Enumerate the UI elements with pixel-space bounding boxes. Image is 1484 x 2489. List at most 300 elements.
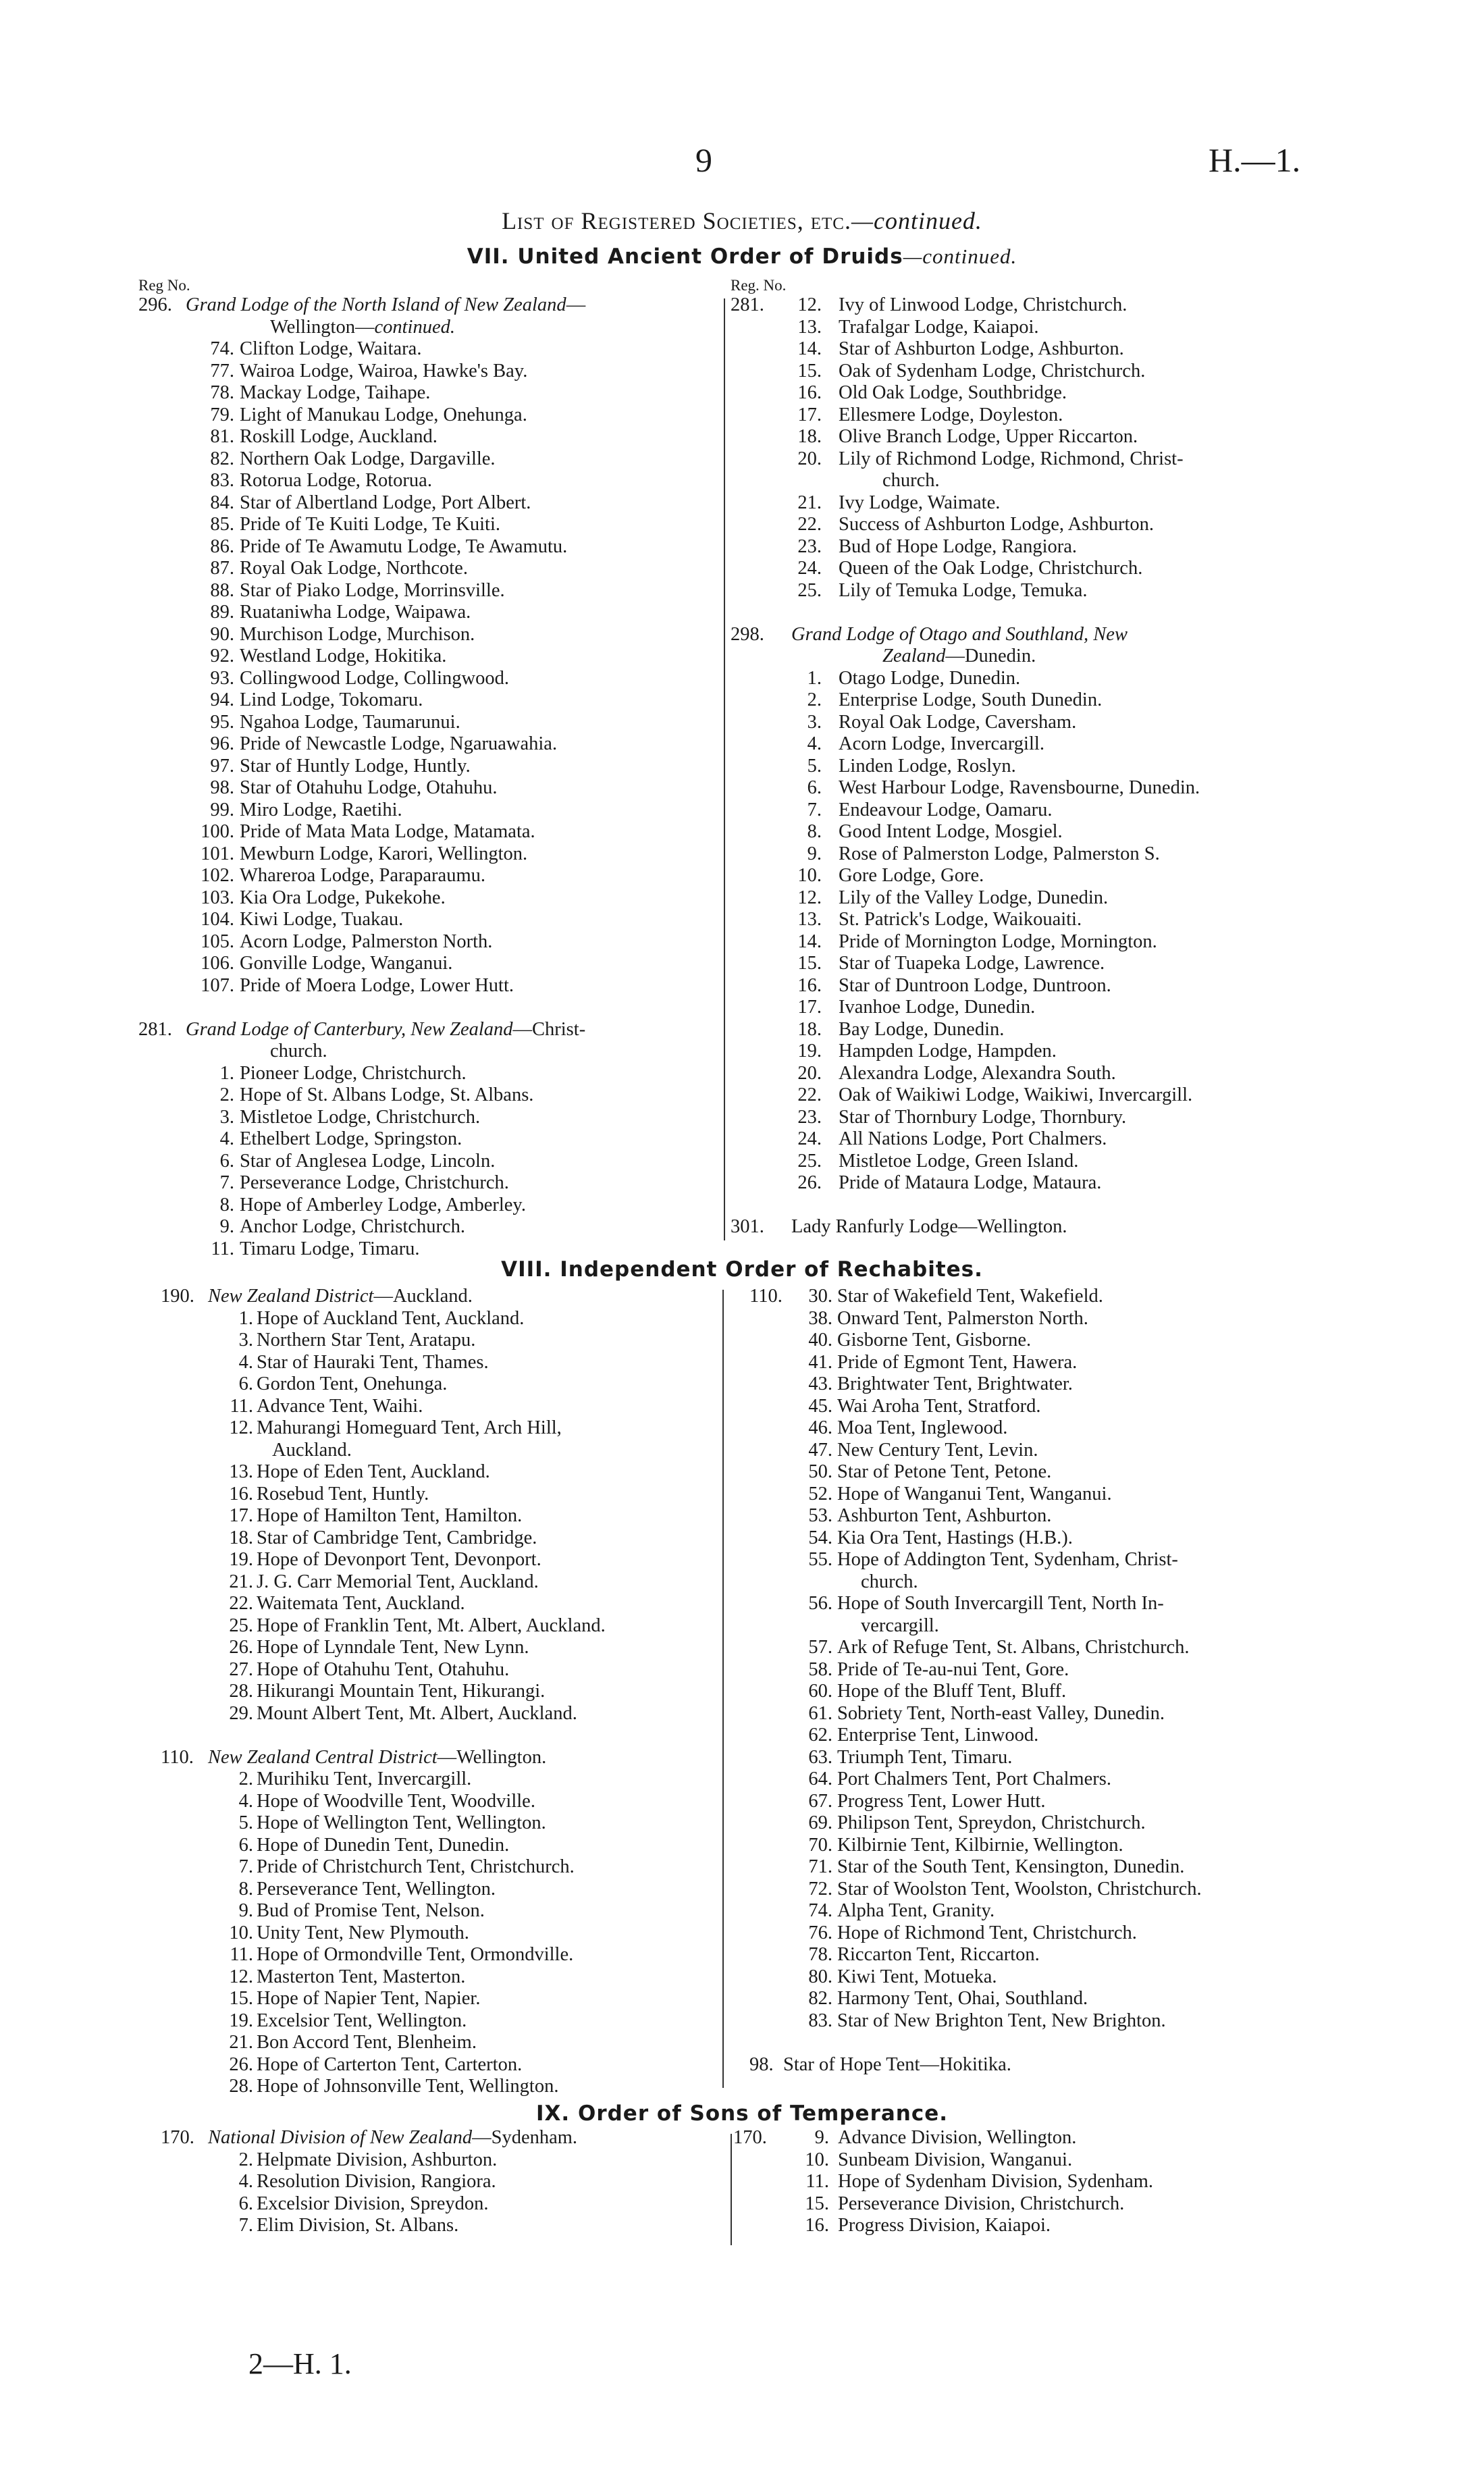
list-item bbox=[138, 821, 719, 843]
entry-number: 107. bbox=[201, 974, 234, 996]
list-item bbox=[749, 1549, 1337, 1571]
list-item bbox=[138, 733, 719, 756]
list-title bbox=[0, 207, 1484, 235]
entry-number: 84. bbox=[210, 492, 234, 513]
entry-text: Enterprise Tent, Linwood. bbox=[837, 1725, 1039, 1746]
list-item bbox=[749, 1417, 1337, 1440]
entry-number: 83. bbox=[808, 2010, 832, 2031]
list-item bbox=[749, 1352, 1337, 1374]
entry-number: 4. bbox=[807, 733, 822, 754]
list-item bbox=[161, 1966, 721, 1989]
entry-number: 21. bbox=[229, 2032, 253, 2053]
entry-number: 13. bbox=[797, 909, 822, 930]
entry-number: 7. bbox=[219, 1172, 234, 1193]
list-item bbox=[749, 1900, 1337, 1922]
list-item bbox=[731, 1216, 1338, 1238]
list-item bbox=[733, 2193, 1321, 2216]
entry-number: 95. bbox=[210, 711, 234, 733]
list-item bbox=[138, 800, 719, 822]
list-item bbox=[749, 1966, 1337, 1989]
entry-text: Bay Lodge, Dunedin. bbox=[839, 1018, 1005, 1040]
entry-number: 11. bbox=[230, 1395, 253, 1417]
entry-text: New Century Tent, Levin. bbox=[837, 1439, 1038, 1461]
entry-text: Hope of Ormondville Tent, Ormondville. bbox=[257, 1944, 574, 1965]
entry-text: Star of Petone Tent, Petone. bbox=[837, 1461, 1052, 1482]
entry-text: Old Oak Lodge, Southbridge. bbox=[839, 382, 1067, 403]
rechabites-left-column bbox=[161, 1286, 721, 2098]
entry-number: 5. bbox=[238, 1812, 253, 1833]
entry-number: 88. bbox=[210, 579, 234, 601]
list-item bbox=[749, 1725, 1337, 1747]
entry-text: Timaru Lodge, Timaru. bbox=[240, 1238, 420, 1259]
entry-text: Ivanhoe Lodge, Dunedin. bbox=[839, 997, 1036, 1018]
entry-text: Waitemata Tent, Auckland. bbox=[257, 1593, 465, 1614]
list-item bbox=[161, 1549, 721, 1571]
list-item bbox=[161, 1835, 721, 1857]
list-item bbox=[749, 1461, 1337, 1484]
entry-text: Hope of Johnsonville Tent, Wellington. bbox=[257, 2076, 559, 2097]
entry-text: Elim Division, St. Albans. bbox=[257, 2215, 459, 2236]
druids-title-text: VII. United Ancient Order of Druids bbox=[467, 244, 903, 269]
list-item bbox=[138, 448, 719, 471]
list-item bbox=[749, 1615, 1337, 1638]
entry-text: Hikurangi Mountain Tent, Hikurangi. bbox=[257, 1681, 546, 1702]
entry-number: 38. bbox=[808, 1307, 832, 1329]
entry-number: 47. bbox=[808, 1439, 832, 1461]
entry-number: 12. bbox=[797, 294, 822, 315]
list-item bbox=[138, 909, 719, 931]
entry-text: Riccarton Tent, Riccarton. bbox=[837, 1944, 1040, 1965]
entry-text: Ivy Lodge, Waimate. bbox=[839, 492, 1001, 513]
entry-text: Wellington—continued. bbox=[270, 316, 455, 338]
entry-text: Ngahoa Lodge, Taumarunui. bbox=[240, 711, 460, 733]
list-item bbox=[161, 2193, 721, 2216]
entry-text: Lily of Temuka Lodge, Temuka. bbox=[839, 579, 1088, 601]
entry-number: 4. bbox=[238, 2171, 253, 2192]
entry-text: Hope of Woodville Tent, Woodville. bbox=[257, 1790, 535, 1812]
list-gap bbox=[749, 2032, 1337, 2054]
entry-number: 3. bbox=[219, 1106, 234, 1128]
registration-number: 296. bbox=[138, 294, 172, 315]
list-item bbox=[749, 1879, 1337, 1901]
list-item bbox=[749, 1922, 1337, 1945]
entry-text: Wai Aroha Tent, Stratford. bbox=[837, 1395, 1041, 1417]
entry-text: Enterprise Lodge, South Dunedin. bbox=[839, 689, 1103, 710]
list-item bbox=[731, 668, 1338, 690]
list-item bbox=[731, 624, 1338, 646]
list-item bbox=[731, 448, 1338, 471]
entry-number: 10. bbox=[229, 1922, 253, 1943]
reg-no-label-right: Reg. No. bbox=[731, 277, 787, 294]
entry-text: Bud of Hope Lodge, Rangiora. bbox=[839, 535, 1078, 557]
entry-number: 17. bbox=[797, 404, 822, 425]
list-item bbox=[161, 1769, 721, 1791]
list-item bbox=[731, 843, 1338, 866]
list-item bbox=[749, 1396, 1337, 1418]
list-item bbox=[138, 953, 719, 975]
entry-number: 4. bbox=[238, 1790, 253, 1812]
entry-number: 2. bbox=[219, 1084, 234, 1105]
list-item bbox=[749, 1593, 1337, 1615]
entry-number: 9. bbox=[219, 1216, 234, 1237]
entry-text: Resolution Division, Rangiora. bbox=[257, 2171, 496, 2192]
entry-number: 86. bbox=[210, 535, 234, 557]
entry-text: Hope of Otahuhu Tent, Otahuhu. bbox=[257, 1658, 510, 1680]
registration-number: 190. bbox=[161, 1286, 194, 1307]
entry-text: Star of Ashburton Lodge, Ashburton. bbox=[839, 338, 1124, 359]
list-item bbox=[731, 865, 1338, 887]
entry-number: 8. bbox=[238, 1878, 253, 1900]
entry-number: 21. bbox=[797, 492, 822, 513]
entry-text: Star of Duntroon Lodge, Duntroon. bbox=[839, 974, 1111, 996]
entry-text: Gonville Lodge, Wanganui. bbox=[240, 953, 453, 974]
list-item bbox=[138, 1107, 719, 1129]
entry-number: 104. bbox=[201, 909, 234, 930]
registration-number: 170. bbox=[733, 2127, 767, 2148]
entry-text: Unity Tent, New Plymouth. bbox=[257, 1922, 469, 1943]
entry-number: 53. bbox=[808, 1505, 832, 1526]
list-item bbox=[731, 1151, 1338, 1173]
list-item bbox=[749, 1571, 1337, 1594]
entry-text: Gordon Tent, Onehunga. bbox=[257, 1373, 448, 1394]
list-item bbox=[731, 558, 1338, 580]
registration-number: 110. bbox=[749, 1286, 783, 1307]
druids-title-suffix: —continued. bbox=[903, 244, 1017, 268]
entry-text: Gisborne Tent, Gisborne. bbox=[837, 1330, 1032, 1351]
entry-number: 81. bbox=[210, 426, 234, 447]
entry-text: Star of Thornbury Lodge, Thornbury. bbox=[839, 1106, 1127, 1128]
entry-text: Kia Ora Tent, Hastings (H.B.). bbox=[837, 1527, 1073, 1548]
entry-number: 2. bbox=[807, 689, 822, 710]
list-item bbox=[161, 1988, 721, 2010]
section-title-druids bbox=[0, 244, 1484, 269]
list-item bbox=[161, 2010, 721, 2033]
list-item bbox=[138, 492, 719, 515]
document-reference: H.—1. bbox=[1209, 141, 1301, 179]
entry-number: 45. bbox=[808, 1395, 832, 1417]
entry-number: 25. bbox=[797, 579, 822, 601]
entry-number: 26. bbox=[229, 2053, 253, 2075]
list-item bbox=[161, 1615, 721, 1638]
entry-text: Hope of Devonport Tent, Devonport. bbox=[257, 1549, 541, 1570]
entry-text: Grand Lodge of the North Island of New Zealand— bbox=[186, 294, 586, 315]
list-item bbox=[138, 361, 719, 383]
registration-number: 298. bbox=[731, 623, 764, 645]
entry-number: 100. bbox=[201, 821, 234, 842]
entry-text: Star of Hauraki Tent, Thames. bbox=[257, 1351, 489, 1373]
entry-text: Brightwater Tent, Brightwater. bbox=[837, 1373, 1073, 1394]
list-item bbox=[138, 865, 719, 887]
list-item bbox=[138, 1195, 719, 1217]
entry-text: Oak of Sydenham Lodge, Christchurch. bbox=[839, 360, 1146, 382]
entry-text: Perseverance Lodge, Christchurch. bbox=[240, 1172, 509, 1193]
list-item bbox=[731, 382, 1338, 404]
entry-number: 29. bbox=[229, 1702, 253, 1724]
list-item bbox=[731, 294, 1338, 317]
list-item bbox=[138, 1084, 719, 1107]
entry-number: 106. bbox=[201, 953, 234, 974]
temperance-left-column bbox=[161, 2127, 721, 2237]
entry-text: Mahurangi Homeguard Tent, Arch Hill, bbox=[257, 1417, 562, 1438]
entry-text: Ruataniwha Lodge, Waipawa. bbox=[240, 602, 471, 623]
entry-number: 6. bbox=[219, 1150, 234, 1172]
list-item bbox=[749, 1505, 1337, 1527]
entry-number: 79. bbox=[210, 404, 234, 425]
entry-text: vercargill. bbox=[861, 1615, 939, 1636]
entry-number: 98. bbox=[210, 777, 234, 798]
entry-number: 19. bbox=[229, 1549, 253, 1570]
entry-text: Lind Lodge, Tokomaru. bbox=[240, 689, 423, 710]
list-item bbox=[138, 668, 719, 690]
entry-number: 20. bbox=[797, 1062, 822, 1084]
list-item bbox=[733, 2215, 1321, 2237]
entry-text: Auckland. bbox=[272, 1439, 352, 1461]
list-item bbox=[138, 1172, 719, 1195]
entry-text: Royal Oak Lodge, Caversham. bbox=[839, 711, 1077, 733]
entry-number: 12. bbox=[229, 1966, 253, 1987]
list-item bbox=[161, 1330, 721, 1352]
entry-text: Rotorua Lodge, Rotorua. bbox=[240, 470, 432, 491]
entry-number: 55. bbox=[808, 1549, 832, 1570]
entry-text: Hope of Richmond Tent, Christchurch. bbox=[837, 1922, 1137, 1943]
entry-text: Mistletoe Lodge, Christchurch. bbox=[240, 1106, 481, 1128]
entry-number: 16. bbox=[229, 1483, 253, 1504]
entry-number: 10. bbox=[805, 2149, 829, 2170]
entry-number: 85. bbox=[210, 514, 234, 535]
entry-text: Miro Lodge, Raetihi. bbox=[240, 799, 402, 820]
list-item bbox=[138, 975, 719, 997]
list-item bbox=[749, 1308, 1337, 1330]
list-item bbox=[138, 931, 719, 953]
list-item bbox=[161, 2127, 721, 2149]
entry-text: Kia Ora Lodge, Pukekohe. bbox=[240, 887, 446, 908]
section-title-rechabites: VIII. Independent Order of Rechabites. bbox=[501, 1257, 983, 1282]
entry-number: 30. bbox=[808, 1286, 832, 1307]
entry-number: 102. bbox=[201, 865, 234, 886]
list-item bbox=[731, 1063, 1338, 1085]
entry-text: Rosebud Tent, Huntly. bbox=[257, 1483, 429, 1504]
entry-number: 6. bbox=[807, 777, 822, 798]
entry-number: 18. bbox=[229, 1527, 253, 1548]
list-item bbox=[749, 2010, 1337, 2033]
section-title-temperance: IX. Order of Sons of Temperance. bbox=[535, 2101, 949, 2126]
list-item bbox=[161, 1922, 721, 1945]
entry-text: Star of Otahuhu Lodge, Otahuhu. bbox=[240, 777, 498, 798]
page-number: 9 bbox=[695, 141, 712, 179]
list-item bbox=[731, 712, 1338, 734]
list-item bbox=[733, 2127, 1321, 2149]
entry-text: Collingwood Lodge, Collingwood. bbox=[240, 667, 509, 689]
entry-number: 80. bbox=[808, 1966, 832, 1987]
entry-number: 25. bbox=[797, 1150, 822, 1172]
entry-number: 8. bbox=[807, 821, 822, 842]
list-item bbox=[731, 1128, 1338, 1151]
entry-number: 2. bbox=[238, 1769, 253, 1789]
list-item bbox=[138, 602, 719, 624]
entry-number: 23. bbox=[797, 535, 822, 557]
list-item bbox=[731, 953, 1338, 975]
list-item bbox=[731, 1172, 1338, 1195]
entry-number: 99. bbox=[210, 799, 234, 820]
entry-text: Ethelbert Lodge, Springston. bbox=[240, 1128, 462, 1149]
entry-text: church. bbox=[270, 1041, 327, 1062]
entry-text: Murihiku Tent, Invercargill. bbox=[257, 1769, 472, 1789]
registration-number: 170. bbox=[161, 2127, 194, 2148]
entry-text: Kiwi Tent, Motueka. bbox=[837, 1966, 997, 1987]
entry-number: 69. bbox=[808, 1812, 832, 1833]
list-item bbox=[161, 1659, 721, 1681]
entry-number: 26. bbox=[229, 1637, 253, 1658]
entry-text: Onward Tent, Palmerston North. bbox=[837, 1307, 1088, 1329]
entry-text: Clifton Lodge, Waitara. bbox=[240, 338, 422, 359]
temperance-right-column bbox=[733, 2127, 1321, 2237]
entry-text: Hope of Dunedin Tent, Dunedin. bbox=[257, 1834, 510, 1856]
list-item bbox=[731, 909, 1338, 931]
entry-text: New Zealand District—Auckland. bbox=[208, 1286, 473, 1307]
entry-number: 22. bbox=[229, 1593, 253, 1614]
list-item bbox=[161, 1373, 721, 1396]
entry-number: 27. bbox=[229, 1658, 253, 1680]
list-item bbox=[138, 1063, 719, 1085]
entry-number: 61. bbox=[808, 1702, 832, 1724]
entry-text: Star of New Brighton Tent, New Brighton. bbox=[837, 2010, 1166, 2031]
list-item bbox=[138, 887, 719, 910]
entry-number: 105. bbox=[201, 931, 234, 952]
entry-number: 7. bbox=[238, 2215, 253, 2236]
entry-number: 11. bbox=[805, 2171, 829, 2192]
list-item bbox=[749, 1835, 1337, 1857]
entry-text: Success of Ashburton Lodge, Ashburton. bbox=[839, 514, 1155, 535]
entry-number: 57. bbox=[808, 1637, 832, 1658]
registration-number: 281. bbox=[731, 294, 764, 315]
entry-text: Gore Lodge, Gore. bbox=[839, 865, 984, 886]
list-item bbox=[138, 426, 719, 448]
column-divider bbox=[724, 298, 725, 1240]
entry-number: 16. bbox=[805, 2215, 829, 2236]
entry-number: 13. bbox=[797, 316, 822, 338]
list-item bbox=[749, 1812, 1337, 1835]
entry-text: Star of Woolston Tent, Woolston, Christchurch. bbox=[837, 1878, 1202, 1900]
entry-text: Acorn Lodge, Palmerston North. bbox=[240, 931, 493, 952]
list-item bbox=[161, 1703, 721, 1725]
list-title-suffix: —continued. bbox=[851, 207, 982, 234]
entry-text: Progress Division, Kaiapoi. bbox=[838, 2215, 1051, 2236]
list-item bbox=[161, 1505, 721, 1527]
list-item bbox=[731, 1084, 1338, 1107]
entry-text: Star of Wakefield Tent, Wakefield. bbox=[837, 1286, 1103, 1307]
list-item bbox=[731, 470, 1338, 492]
list-item bbox=[749, 1484, 1337, 1506]
list-item bbox=[749, 1681, 1337, 1703]
list-item bbox=[138, 294, 719, 317]
entry-text: Moa Tent, Inglewood. bbox=[837, 1417, 1008, 1438]
entry-text: Pride of Christchurch Tent, Christchurch. bbox=[257, 1856, 575, 1877]
list-item bbox=[731, 1019, 1338, 1041]
list-item bbox=[138, 404, 719, 427]
entry-text: Sunbeam Division, Wanganui. bbox=[838, 2149, 1073, 2170]
entry-number: 12. bbox=[229, 1417, 253, 1438]
entry-text: National Division of New Zealand—Sydenham. bbox=[208, 2127, 578, 2148]
entry-text: Endeavour Lodge, Oamaru. bbox=[839, 799, 1053, 820]
entry-text: Sobriety Tent, North-east Valley, Dunedin. bbox=[837, 1702, 1165, 1724]
list-item bbox=[161, 1396, 721, 1418]
entry-text: Wairoa Lodge, Wairoa, Hawke's Bay. bbox=[240, 360, 528, 382]
entry-number: 1. bbox=[238, 1307, 253, 1329]
list-item bbox=[161, 2054, 721, 2076]
entry-number: 9. bbox=[814, 2127, 829, 2148]
entry-number: 15. bbox=[805, 2193, 829, 2214]
list-item bbox=[138, 843, 719, 866]
entry-number: 11. bbox=[211, 1238, 234, 1259]
list-item bbox=[161, 1308, 721, 1330]
entry-text: Grand Lodge of Otago and Southland, New bbox=[791, 623, 1128, 645]
entry-number: 6. bbox=[238, 1373, 253, 1394]
entry-number: 4. bbox=[238, 1351, 253, 1373]
list-item bbox=[733, 2171, 1321, 2193]
entry-number: 60. bbox=[808, 1681, 832, 1702]
entry-text: Ashburton Tent, Ashburton. bbox=[837, 1505, 1052, 1526]
entry-text: Hope of Amberley Lodge, Amberley. bbox=[240, 1194, 526, 1215]
entry-number: 6. bbox=[238, 2193, 253, 2214]
list-item bbox=[138, 1151, 719, 1173]
entry-number: 82. bbox=[210, 448, 234, 469]
list-item bbox=[749, 1286, 1337, 1308]
list-item bbox=[138, 777, 719, 800]
list-item bbox=[161, 2032, 721, 2054]
entry-text: Queen of the Oak Lodge, Christchurch. bbox=[839, 558, 1143, 579]
entry-number: 90. bbox=[210, 623, 234, 645]
entry-text: Northern Oak Lodge, Dargaville. bbox=[240, 448, 496, 469]
entry-text: Advance Division, Wellington. bbox=[838, 2127, 1077, 2148]
entry-number: 78. bbox=[808, 1944, 832, 1965]
list-item bbox=[161, 1812, 721, 1835]
list-item bbox=[749, 1527, 1337, 1550]
entry-number: 17. bbox=[229, 1505, 253, 1526]
entry-text: Hampden Lodge, Hampden. bbox=[839, 1041, 1057, 1062]
entry-number: 7. bbox=[238, 1856, 253, 1877]
entry-text: J. G. Carr Memorial Tent, Auckland. bbox=[257, 1571, 539, 1592]
entry-number: 24. bbox=[797, 558, 822, 579]
entry-number: 94. bbox=[210, 689, 234, 710]
entry-number: 52. bbox=[808, 1483, 832, 1504]
entry-text: Perseverance Division, Christchurch. bbox=[838, 2193, 1125, 2214]
list-item bbox=[731, 580, 1338, 602]
entry-number: 103. bbox=[201, 887, 234, 908]
entry-text: All Nations Lodge, Port Chalmers. bbox=[839, 1128, 1107, 1149]
list-item bbox=[749, 2054, 1337, 2076]
entry-number: 14. bbox=[797, 338, 822, 359]
list-item bbox=[138, 514, 719, 536]
list-item bbox=[749, 1659, 1337, 1681]
entry-text: Hope of Auckland Tent, Auckland. bbox=[257, 1307, 525, 1329]
druids-left-column bbox=[138, 294, 719, 1260]
entry-number: 93. bbox=[210, 667, 234, 689]
entry-number: 101. bbox=[201, 843, 234, 864]
list-item bbox=[731, 492, 1338, 515]
list-item bbox=[161, 2171, 721, 2193]
list-item bbox=[138, 558, 719, 580]
entry-text: Oak of Waikiwi Lodge, Waikiwi, Invercargill. bbox=[839, 1084, 1193, 1105]
entry-number: 2. bbox=[238, 2149, 253, 2170]
entry-text: Good Intent Lodge, Mosgiel. bbox=[839, 821, 1063, 842]
entry-number: 1. bbox=[807, 667, 822, 689]
list-title-main: List of Registered Societies, etc. bbox=[502, 207, 851, 234]
entry-number: 24. bbox=[797, 1128, 822, 1149]
entry-text: Pride of Mornington Lodge, Mornington. bbox=[839, 931, 1157, 952]
entry-text: Pride of Mata Mata Lodge, Matamata. bbox=[240, 821, 535, 842]
list-item bbox=[731, 975, 1338, 997]
entry-text: Light of Manukau Lodge, Onehunga. bbox=[240, 404, 527, 425]
